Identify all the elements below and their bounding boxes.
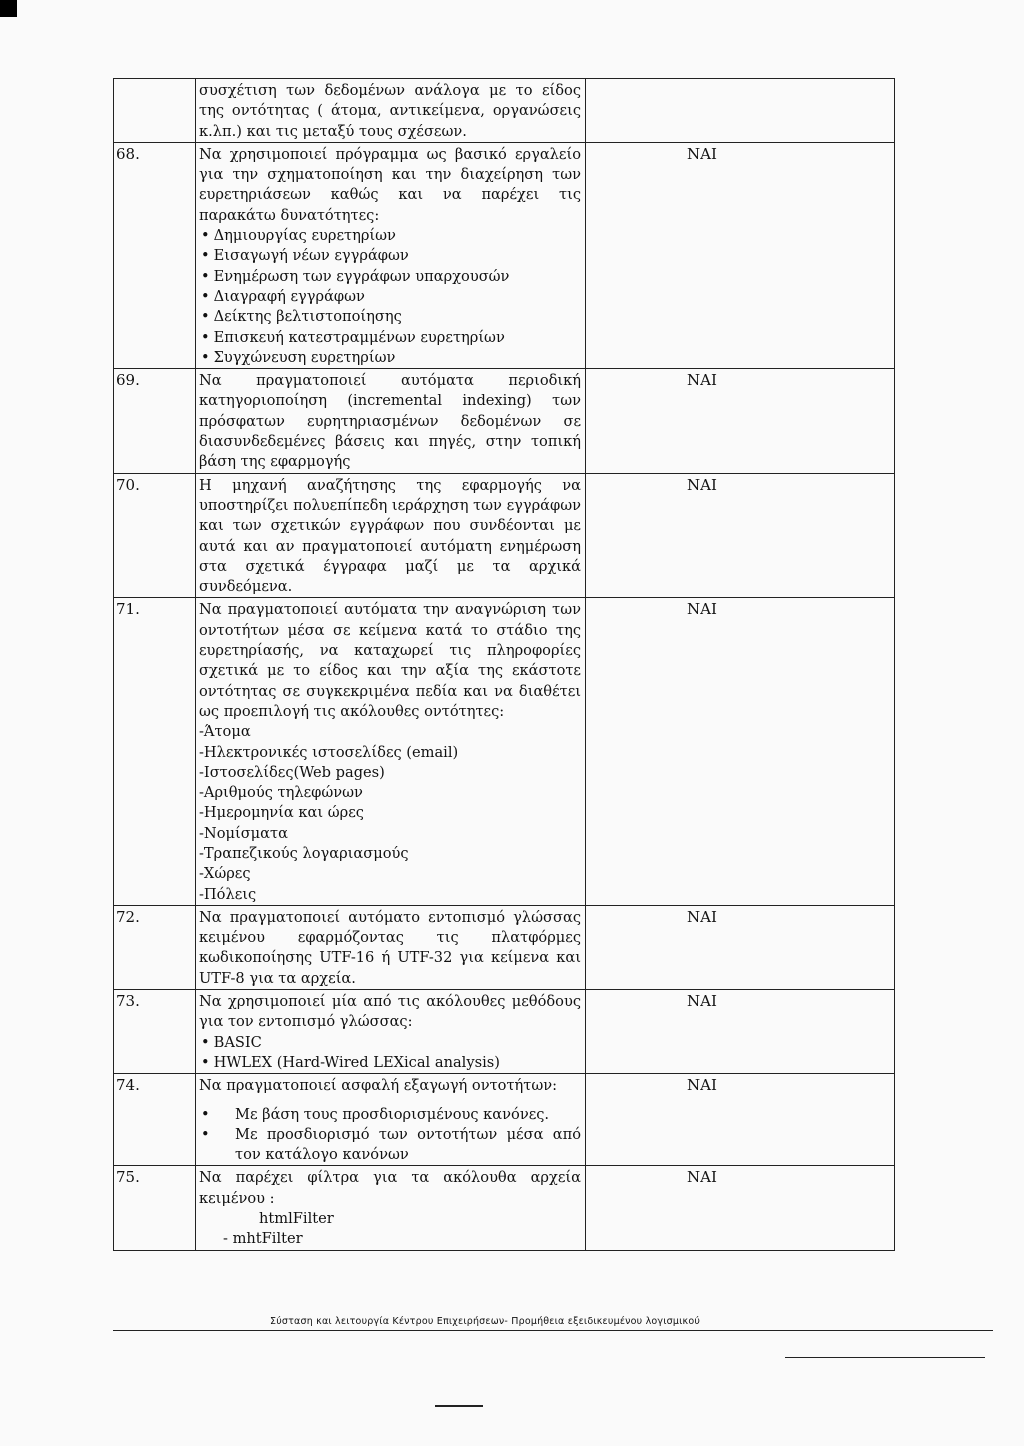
bullet-item: • Ενημέρωση των εγγράφων υπαρχουσών — [199, 267, 581, 287]
bullet-mark: • — [201, 1105, 210, 1123]
compliance-answer — [586, 79, 895, 143]
requirement-paragraph: Να παρέχει φίλτρα για τα ακόλουθα αρχεία κειμένου : — [199, 1169, 581, 1207]
compliance-answer: ΝΑΙ — [586, 142, 895, 368]
requirement-paragraph: Να πραγματοποιεί ασφαλή εξαγωγή οντοτήτων: — [199, 1077, 558, 1095]
requirement-paragraph: Να πραγματοποιεί αυτόματα περιοδική κατηγοριοποίηση (incremental indexing) των πρόσφατων ευρητηριασμένων δεδομένων σε διασυνδεδεμένες βάσεις και πηγές, στην τοπική βάση της εφαρμογής — [199, 372, 581, 471]
bullet-text: Με προσδιορισμό των οντοτήτων μέσα από τον κατάλογο κανόνων — [235, 1125, 581, 1164]
bullet-mark: • — [201, 1125, 210, 1143]
requirement-text — [196, 1074, 586, 1166]
bullet-item: • Δείκτης βελτιστοποίησης — [199, 307, 581, 327]
requirement-text — [196, 598, 586, 905]
entity-item: -Χώρες — [199, 865, 251, 883]
specification-table-body — [114, 79, 895, 1251]
row-number: 73. — [114, 990, 196, 1074]
filter-item: htmlFilter — [259, 1210, 334, 1228]
requirement-paragraph: Να πραγματοποιεί αυτόματα την αναγνώριση των οντοτήτων μέσα σε κείμενα κατά το στάδιο της ευρετηρίασής, να καταχωρεί τις πληροφορίες σχετικά με το είδος και την αξία της εκάστοτε οντότητας σε συγκεκριμένα πεδία και να διαθέτει ως προεπιλογή τις ακόλουθες οντότητες: — [199, 601, 581, 720]
table-row — [114, 369, 895, 473]
requirement-paragraph: Να χρησιμοποιεί πρόγραμμα ως βασικό εργαλείο για την σχηματοποίηση και την διαχείρηση των ευρετηριάσεων καθώς και να παρέχει τις παρακάτω δυνατότητες: — [199, 145, 581, 224]
row-number — [114, 79, 196, 143]
row-number: 70. — [114, 473, 196, 598]
entity-item: -Αριθμούς τηλεφώνων — [199, 784, 363, 802]
filter-item: - mhtFilter — [223, 1230, 303, 1248]
row-number: 74. — [114, 1074, 196, 1166]
bullet-item: • Δημιουργίας ευρετηρίων — [199, 226, 581, 246]
bullet-item: • Συγχώνευση ευρετηρίων — [199, 348, 581, 368]
bullet-item: • Επισκευή κατεστραμμένων ευρετηρίων — [199, 328, 581, 348]
scan-mark — [435, 1405, 483, 1407]
bullet-item — [199, 1125, 581, 1166]
requirement-text — [196, 1166, 586, 1250]
table-row — [114, 473, 895, 598]
requirement-paragraph: Να χρησιμοποιεί μία από τις ακόλουθες μεθόδους για τον εντοπισμό γλώσσας: — [199, 993, 581, 1031]
entity-item: -Ηλεκτρονικές ιστοσελίδες (email) — [199, 743, 459, 761]
entity-item: -Τραπεζικούς λογαριασμούς — [199, 844, 409, 862]
scan-corner — [0, 0, 17, 17]
entity-item: -Πόλεις — [199, 885, 257, 903]
row-number: 71. — [114, 598, 196, 905]
footer-rule — [113, 1330, 993, 1331]
row-number: 69. — [114, 369, 196, 473]
table-row — [114, 1166, 895, 1250]
table-row — [114, 1074, 895, 1166]
table-row — [114, 79, 895, 143]
bullet-item: • HWLEX (Hard-Wired LEXical analysis) — [199, 1053, 581, 1073]
specification-table — [113, 78, 895, 1251]
table-row — [114, 142, 895, 368]
compliance-answer: ΝΑΙ — [586, 990, 895, 1074]
requirement-text — [196, 142, 586, 368]
entity-item: -Ημερομηνία και ώρες — [199, 804, 364, 822]
entity-item: -Ιστοσελίδες(Web pages) — [199, 763, 385, 781]
compliance-answer: ΝΑΙ — [586, 598, 895, 905]
requirement-text — [196, 369, 586, 473]
compliance-answer: ΝΑΙ — [586, 1074, 895, 1166]
row-number: 68. — [114, 142, 196, 368]
compliance-answer: ΝΑΙ — [586, 369, 895, 473]
requirement-paragraph: Η μηχανή αναζήτησης της εφαρμογής να υποστηρίζει πολυεπίπεδη ιεράρχηση των εγγράφων και των σχετικών εγγράφων που συνδέονται με αυτά και αν πραγματοποιεί αυτόματη ενημέρωση στα σχετικά έγγραφα μαζί με τα αρχικά συνδεόμενα. — [199, 476, 581, 596]
bullet-item: • Διαγραφή εγγράφων — [199, 287, 581, 307]
requirement-paragraph: συσχέτιση των δεδομένων ανάλογα με το είδος της οντότητας ( άτομα, αντικείμενα, οργανώσεις κ.λπ.) και τις μεταξύ τους σχέσεων. — [199, 82, 581, 140]
compliance-answer: ΝΑΙ — [586, 1166, 895, 1250]
table-row — [114, 990, 895, 1074]
requirement-paragraph: Να πραγματοποιεί αυτόματο εντοπισμό γλώσσας κειμένου εφαρμόζοντας τις πλατφόρμες κωδικοποίησης UTF-16 ή UTF-32 για κείμενα και UTF-8 για τα αρχεία. — [199, 908, 581, 987]
table-row — [114, 598, 895, 905]
compliance-answer: ΝΑΙ — [586, 905, 895, 989]
bullet-item — [199, 1105, 581, 1125]
entity-item: -Άτομα — [199, 723, 251, 741]
requirement-text — [196, 473, 586, 598]
bullet-item: • BASIC — [199, 1033, 581, 1053]
page-footer: Σύσταση και λειτουργία Κέντρου Επιχειρήσεων- Προμήθεια εξειδικευμένου λογισμικού — [270, 1316, 701, 1327]
row-number: 75. — [114, 1166, 196, 1250]
compliance-answer: ΝΑΙ — [586, 473, 895, 598]
requirement-text — [196, 905, 586, 989]
bullet-item: • Εισαγωγή νέων εγγράφων — [199, 246, 581, 266]
bullet-text: Με βάση τους προσδιορισμένους κανόνες. — [235, 1105, 550, 1123]
requirement-text — [196, 79, 586, 143]
margin-rule — [785, 1357, 985, 1358]
table-row — [114, 905, 895, 989]
requirement-text — [196, 990, 586, 1074]
entity-item: -Νομίσματα — [199, 824, 288, 842]
row-number: 72. — [114, 905, 196, 989]
